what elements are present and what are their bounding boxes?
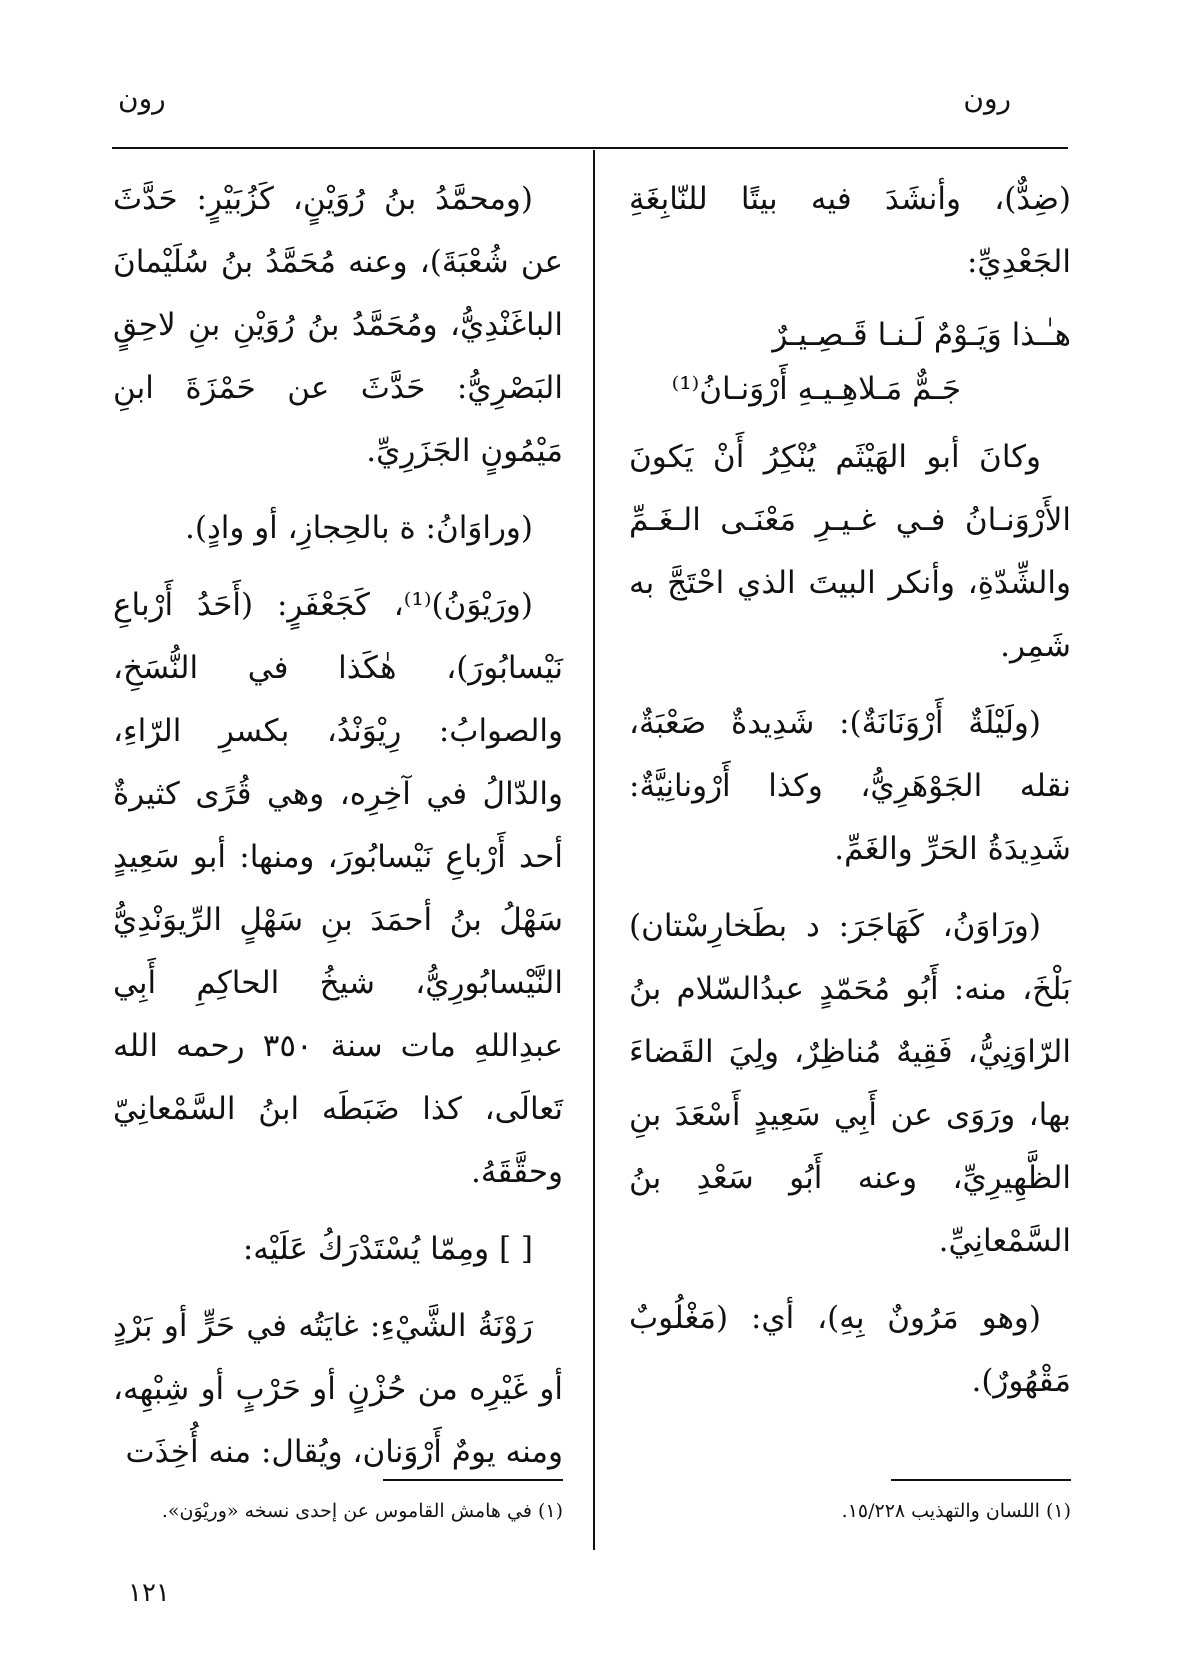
left-paragraph-5: رَوْنَةُ الشَّيْءِ: غايَتُه في حَرٍّ أو بَرْدٍ أو غَيْرِه من حُزْنٍ أو حَرْبٍ أو شِبْهِه، ومنه يومٌ أَرْوَنان، ويُقال: منه أُخِذَت [113, 1308, 563, 1470]
right-paragraph-5: (وهو مَرُونٌ بِهِ)، أي: (مَغْلُوبٌ مَقْهُورٌ). [629, 1300, 1071, 1399]
left-paragraph-2: (وراوَانُ: ة بالحِجازِ، أو وادٍ). [185, 510, 533, 546]
left-paragraph-4: [ ] ومِمّا يُسْتَدْرَكُ عَلَيْه: [242, 1231, 533, 1267]
left-column [113, 168, 563, 1498]
right-paragraph-4: (ورَاوَنُ، كَهَاجَرَ: د بطَخارِسْتان) بَلْخَ، منه: أَبُو مُحَمّدٍ عبدُالسّلام بنُ الرّاوَنِيُّ، فَقِيهٌ مُناظِرٌ، ولِيَ القَضاءَ بها، ورَوَى عن أَبِي سَعِيدٍ أَسْعَدَ بنِ الظَّهِيرِيِّ، وعنه أَبُو سَعْدِ بنُ السَّمْعانِيِّ. [629, 908, 1071, 1259]
running-header-left: رون [118, 82, 166, 115]
column-separator [593, 150, 595, 1550]
footnote-rule-left [383, 1479, 563, 1481]
verse-line-1: هـٰـذا وَيَـوْمٌ لَـنـا قَـصِـيـرٌ [772, 317, 1071, 353]
right-paragraph-3: (ولَيْلَةٌ أَرْوَنَانَةٌ): شَدِيدةٌ صَعْبَةٌ، نقله الجَوْهَرِيُّ، وكذا أَرْونانِيَّةٌ: شَدِيدَةُ الحَرِّ والغَمِّ. [629, 705, 1071, 867]
right-paragraph-2: وكانَ أبو الهَيْثَم يُنْكِرُ أَنْ يَكونَ الأَرْوَنـانُ فـي غـيـرِ مَعْنَـى الـغَـمِّ والشِّدّةِ، وأنكر البيتَ الذي احْتَجَّ به شَمِر. [629, 439, 1071, 664]
poem-verse [629, 308, 1071, 416]
left-paragraph-1: (ومحمَّدُ بنُ رُوَيْنٍ، كَزُبَيْرٍ: حَدَّثَ عن شُعْبَةَ)، وعنه مُحَمَّدُ بنُ سُلَيْمانَ الباغَنْدِيُّ، ومُحَمَّدُ بنُ رُوَيْنِ بنِ لاحِقٍ البَصْرِيُّ: حَدَّثَ عن حَمْزَةَ ابنِ مَيْمُونٍ الجَزَرِيِّ. [113, 181, 563, 469]
page-number: ١٢١ [128, 1578, 170, 1608]
right-paragraph-1: (ضِدٌّ)، وأنشَدَ فيه بيتًا للنّابِغَةِ الجَعْدِيِّ: [629, 181, 1071, 280]
left-paragraph-3: (ورَيْوَنُ)⁽¹⁾، كَجَعْفَرٍ: (أَحَدُ أَرْباعِ نَيْسابُورَ)، هٰكَذا في النُّسَخِ، والصوابُ: رِيْوَنْدُ، بكسرِ الرّاءِ، والدّالُ في آخِرِه، وهي قُرًى كثيرةٌ أحد أَرْباعِ نَيْسابُورَ، ومنها: أبو سَعِيدٍ سَهْلُ بنُ أحمَدَ بنِ سَهْلٍ الرِّيوَنْدِيُّ النَّيْسابُورِيُّ، شيخُ الحاكِمِ أَبِي عبدِاللهِ مات سنة ٣٥٠ رحمه الله تَعالَى، كذا ضَبَطَه ابنُ السَّمْعانِيّ وحقَّقَهُ. [113, 587, 563, 1190]
footnote-left: (١) في هامش القاموس عن إحدى نسخه «وريْوَن». [161, 1500, 563, 1522]
footnote-rule-right [891, 1479, 1071, 1481]
right-column [629, 168, 1071, 1427]
running-header-right: رون [963, 82, 1011, 115]
verse-line-2: جَـمٌّ مَـلاهِـيـهِ أَرْوَنـانُ⁽¹⁾ [671, 371, 961, 407]
header-rule [112, 147, 1068, 149]
footnote-right: (١) اللسان والتهذيب ١٥/٢٢٨. [841, 1500, 1071, 1522]
